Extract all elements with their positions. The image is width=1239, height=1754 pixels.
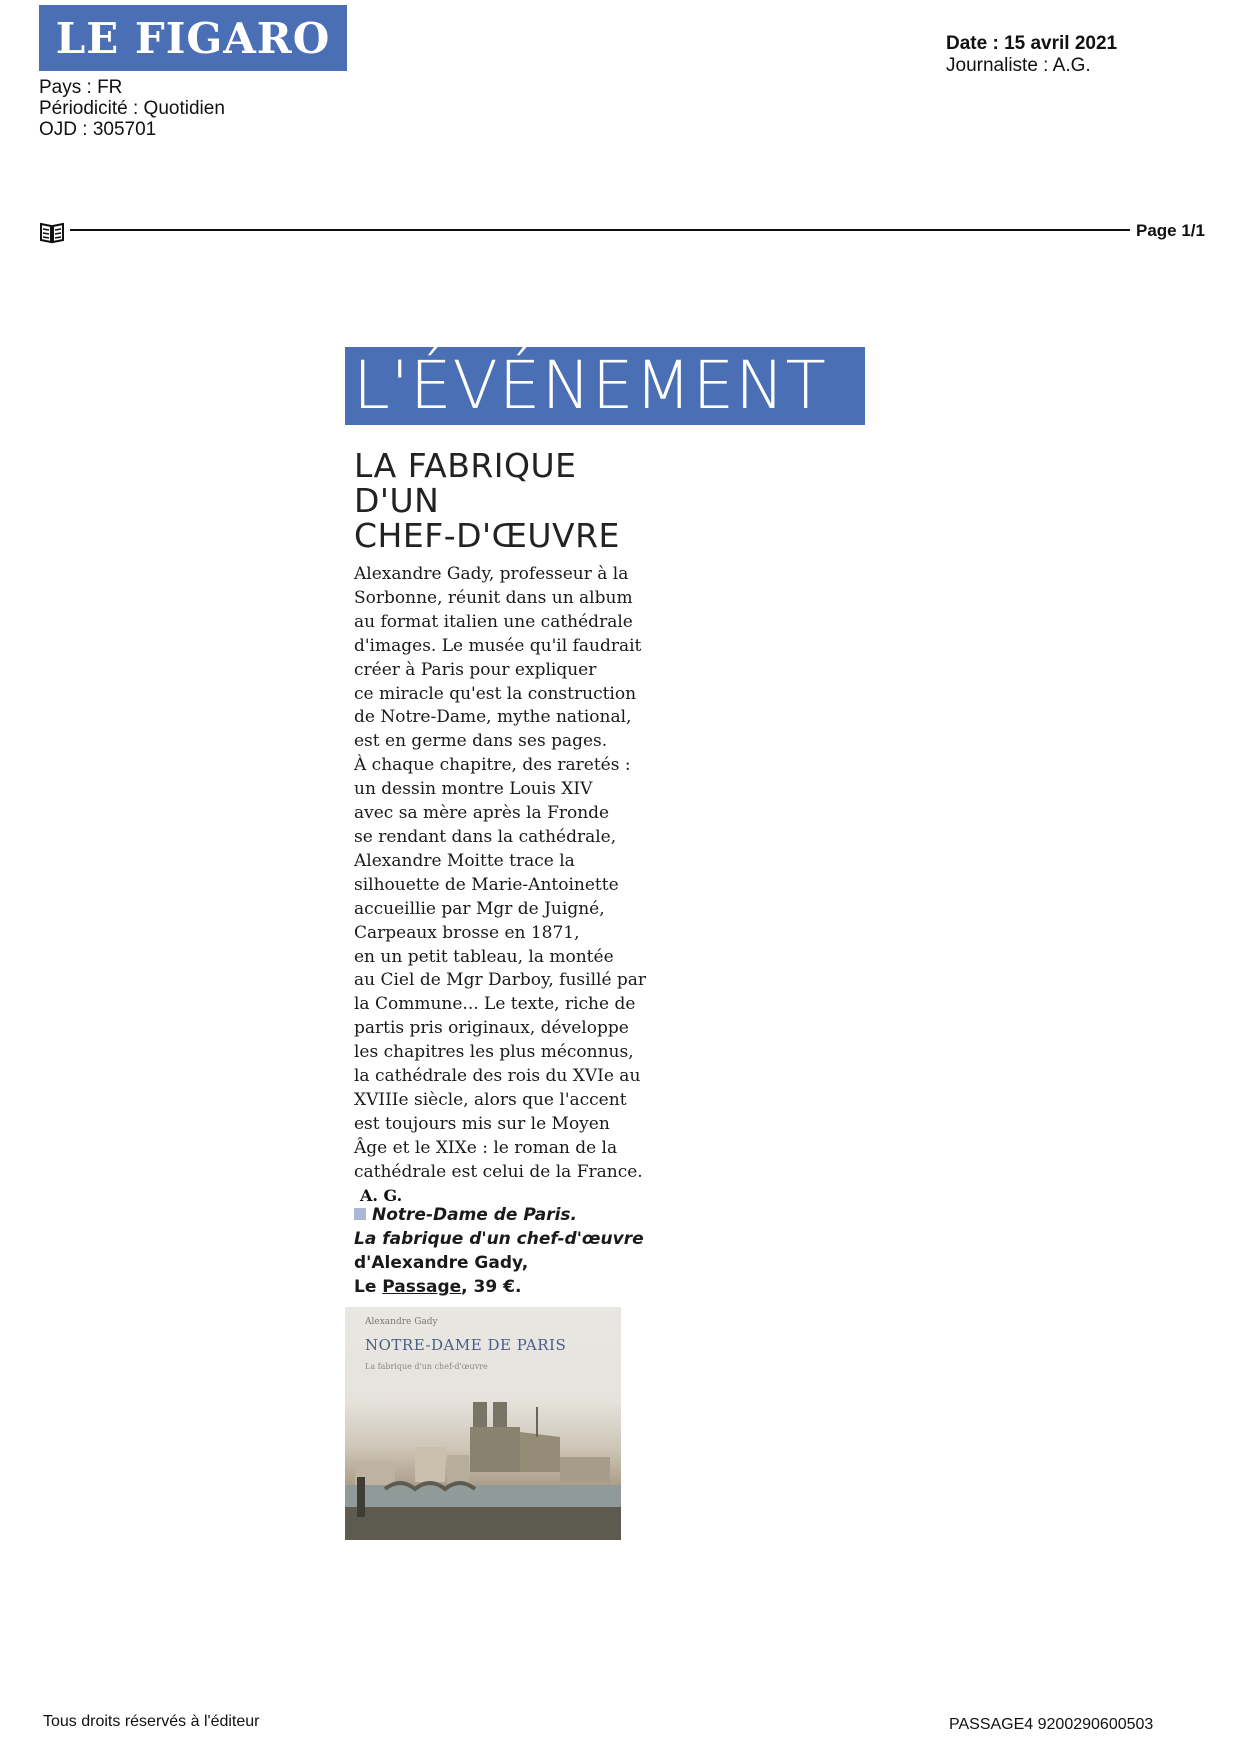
- divider: [70, 229, 1130, 231]
- body-line: d'images. Le musée qu'il faudrait: [354, 635, 642, 656]
- body-line: accueillie par Mgr de Juigné,: [354, 898, 605, 919]
- body-line: Carpeaux brosse en 1871,: [354, 922, 580, 943]
- body-line: en un petit tableau, la montée: [354, 946, 614, 967]
- book-title: Notre-Dame de Paris.: [372, 1205, 577, 1225]
- publisher-prefix: Le: [354, 1277, 383, 1297]
- headline-line: D'UN: [354, 481, 440, 520]
- body-line: la Commune... Le texte, riche de: [354, 994, 636, 1015]
- document-code: PASSAGE4 9200290600503: [949, 1716, 1154, 1733]
- body-line: partis pris originaux, développe: [354, 1018, 629, 1039]
- body-line: Alexandre Gady, professeur à la: [354, 564, 629, 584]
- body-line: cathédrale est celui de la France.: [354, 1161, 643, 1182]
- book-subtitle: La fabrique d'un chef-d'œuvre: [354, 1229, 644, 1249]
- body-line: Sorbonne, réunit dans un album: [354, 587, 633, 608]
- body-line: À chaque chapitre, des raretés :: [354, 755, 631, 776]
- body-line: les chapitres les plus méconnus,: [354, 1042, 634, 1063]
- date: Date : 15 avril 2021: [946, 33, 1118, 54]
- body-line: est toujours mis sur le Moyen: [354, 1113, 610, 1134]
- body-line: silhouette de Marie-Antoinette: [354, 874, 619, 895]
- body-line: Âge et le XIXe : le roman de la: [354, 1137, 618, 1158]
- rights-notice: Tous droits réservés à l'éditeur: [43, 1713, 260, 1730]
- book-cover: [345, 1307, 621, 1540]
- cover-subtitle: La fabrique d'un chef-d'œuvre: [365, 1362, 488, 1371]
- body-line: XVIIIe siècle, alors que l'accent: [354, 1089, 627, 1110]
- periodicity: Périodicité : Quotidien: [39, 98, 225, 119]
- country: Pays : FR: [39, 77, 123, 98]
- body-line: créer à Paris pour expliquer: [354, 659, 597, 680]
- bullet-square-icon: [354, 1208, 366, 1220]
- body-line: Alexandre Moitte trace la: [354, 850, 575, 871]
- body-line: ce miracle qu'est la construction: [354, 683, 637, 704]
- body-line: la cathédrale des rois du XVIe au: [354, 1066, 641, 1087]
- body-line: un dessin montre Louis XIV: [354, 779, 593, 800]
- body-line: se rendant dans la cathédrale,: [354, 826, 617, 847]
- book-icon: [39, 219, 65, 245]
- journalist: Journaliste : A.G.: [946, 55, 1091, 76]
- page-number: Page 1/1: [1136, 221, 1205, 240]
- book-credits: [354, 1203, 654, 1299]
- article-meta: [946, 33, 1117, 77]
- publication-meta: [39, 77, 225, 140]
- book-author: d'Alexandre Gady,: [354, 1253, 529, 1273]
- headline-line: CHEF-D'ŒUVRE: [354, 516, 620, 555]
- cathedral-painting: [345, 1377, 621, 1540]
- body-line: avec sa mère après la Fronde: [354, 803, 610, 824]
- byline: A. G.: [360, 1186, 403, 1205]
- price: , 39 €.: [461, 1277, 522, 1297]
- cover-title: NOTRE-DAME DE PARIS: [365, 1336, 567, 1354]
- article-body: [354, 563, 647, 1185]
- publisher: Passage: [382, 1277, 462, 1297]
- ojd: OJD : 305701: [39, 119, 157, 140]
- headline: [354, 448, 654, 553]
- body-line: est en germe dans ses pages.: [354, 731, 608, 752]
- body-line: de Notre-Dame, mythe national,: [354, 707, 632, 728]
- body-line: au Ciel de Mgr Darboy, fusillé par: [354, 970, 647, 991]
- headline-line: LA FABRIQUE: [354, 446, 577, 485]
- rubric-banner: L'ÉVÉNEMENT: [345, 347, 865, 425]
- body-line: au format italien une cathédrale: [354, 611, 633, 632]
- le-figaro-logo: LE FIGARO: [39, 5, 347, 71]
- cover-author: Alexandre Gady: [365, 1317, 438, 1327]
